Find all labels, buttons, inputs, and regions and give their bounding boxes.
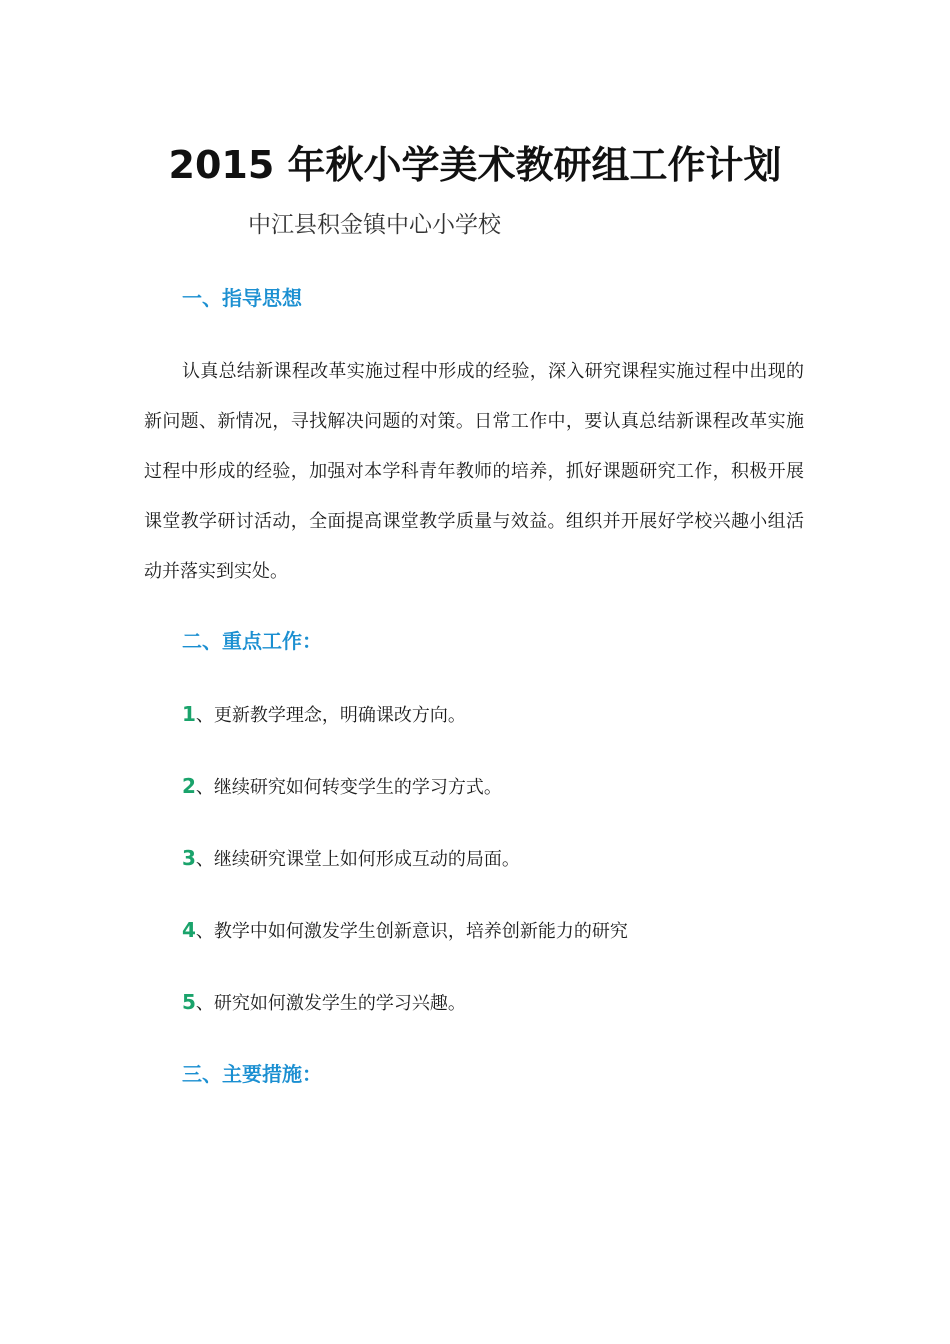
list-item-separator: 、	[195, 777, 214, 798]
list-item	[182, 915, 628, 947]
list-item-text: 研究如何激发学生的学习兴趣。	[213, 993, 466, 1014]
list-item-separator: 、	[195, 705, 214, 726]
section-heading-guiding-ideology: 一、指导思想	[182, 286, 302, 310]
list-item-number: 5	[182, 990, 196, 1014]
list-item	[182, 987, 466, 1019]
list-item	[182, 699, 466, 731]
list-item-number: 3	[182, 846, 196, 870]
list-item-number: 2	[182, 774, 196, 798]
list-item-number: 1	[182, 702, 196, 726]
section-heading-main-measures: 三、主要措施：	[182, 1062, 322, 1086]
list-item	[182, 771, 502, 803]
list-item-number: 4	[182, 918, 196, 942]
list-item-text: 教学中如何激发学生创新意识，培养创新能力的研究	[213, 921, 628, 942]
list-item-separator: 、	[195, 993, 214, 1014]
section-heading-key-work: 二、重点工作：	[182, 629, 322, 653]
document-subtitle: 中江县积金镇中心小学校	[248, 212, 501, 238]
list-item-text: 更新教学理念，明确课改方向。	[213, 705, 466, 726]
list-item-separator: 、	[195, 849, 214, 870]
list-item-text: 继续研究课堂上如何形成互动的局面。	[213, 849, 520, 870]
list-item-separator: 、	[195, 921, 214, 942]
list-item	[182, 843, 520, 875]
document-title: 2015 年秋小学美术教研组工作计划	[168, 143, 782, 187]
guiding-ideology-paragraph: 认真总结新课程改革实施过程中形成的经验，深入研究课程实施过程中出现的新问题、新情况，寻找解决问题的对策。日常工作中，要认真总结新课程改革实施过程中形成的经验，加强对本学科青年教师的培养，抓好课题研究工作，积极开展课堂教学研讨活动，全面提高课堂教学质量与效益。组织并开展好学校兴趣小组活动并落实到实处。	[144, 361, 804, 582]
list-item-text: 继续研究如何转变学生的学习方式。	[213, 777, 502, 798]
